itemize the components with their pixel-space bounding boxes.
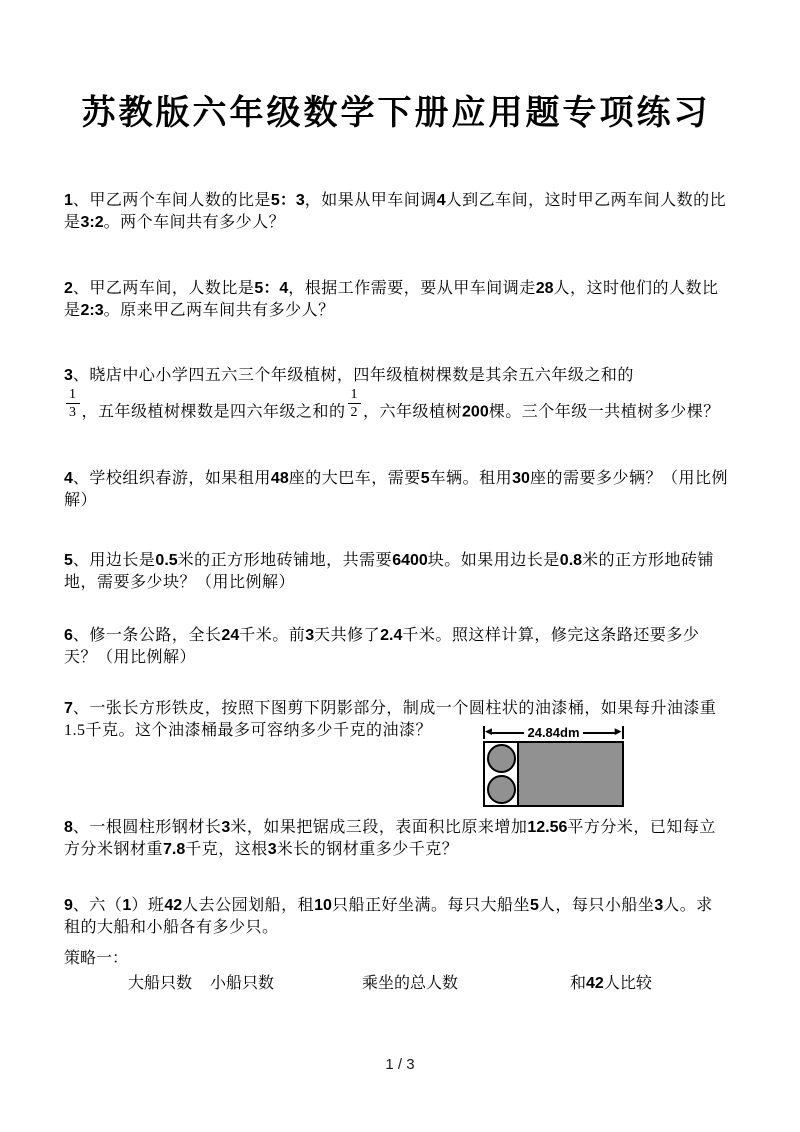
bold-number: 5	[529, 897, 539, 915]
page-number: 1 / 3	[385, 1056, 415, 1073]
question-6: 6、修一条公路，全长24千米。前3天共修了2.4千米。照这样计算，修完这条路还要多少天？（用比例解）	[64, 627, 700, 667]
question-2: 2、甲乙两车间，人数比是5：4，根据工作需要，要从甲车间调走28人，这时他们的人数比是2:3。原来甲乙两车间共有多少人？	[64, 280, 719, 319]
bold-number: 8	[64, 819, 73, 837]
bold-number: 4	[64, 470, 73, 488]
question-7-block	[64, 698, 728, 810]
bold-number: 3:2	[80, 214, 104, 231]
top-circle	[487, 744, 516, 773]
dimension-line-right	[583, 732, 615, 734]
bold-number: 6400	[392, 552, 428, 570]
question-8: 8、一根圆柱形钢材长3米，如果把锯成三段，表面积比原来增加12.56平方分米，已知每立方分米钢材重7.8千克，这根3米长的钢材重多少千克？	[64, 819, 716, 859]
bottom-circle	[487, 775, 516, 804]
circles-column	[485, 743, 519, 805]
figure-dimension-line	[483, 726, 624, 739]
question-7: 7、一张长方形铁皮，按照下图剪下阴影部分，制成一个圆柱状的油漆桶，如果每升油漆重1.5千克。这个油漆桶最多可容纳多少千克的油漆？	[64, 700, 717, 740]
bold-number: 10	[314, 897, 332, 915]
bold-number: 30	[512, 470, 530, 488]
paint-tin-figure	[483, 726, 624, 807]
strategy-column-big-boats: 大船只数	[128, 975, 193, 993]
question-3: 3、晓店中心小学四五六三个年级植树，四年级植树棵数是其余五六年级之和的 $\frac{1}{3}$ ，五年级植树棵数是四六年级之和的 $\frac{1}{2}$ ，六年级植树200棵。三个年级一共植树多少棵？	[64, 367, 720, 421]
bold-number: 5：3	[270, 192, 305, 209]
bold-number: 2.4	[380, 627, 403, 645]
bold-number: 5	[420, 470, 430, 488]
bold-number: 0.5	[155, 552, 178, 570]
question-4: 4、学校组织春游，如果租用48座的大巴车，需要5车辆。租用30座的需要多少辆？（用比例解）	[64, 470, 728, 510]
bold-number: 2	[64, 280, 73, 297]
bold-number: 2:3	[80, 302, 104, 319]
bold-number: 3	[305, 627, 315, 645]
bold-number: 42	[164, 897, 183, 915]
bold-number: 12.56	[527, 819, 568, 837]
bold-number: 9	[64, 897, 73, 915]
bold-number: 3	[654, 897, 664, 915]
sheet-metal-rectangle	[483, 741, 624, 807]
shaded-region	[519, 743, 622, 805]
bold-number: 3	[221, 819, 231, 837]
bold-number: 200	[462, 403, 489, 421]
bold-number: 3	[64, 367, 73, 384]
bold-number: 5：4	[254, 280, 289, 297]
bold-number: 3	[267, 841, 277, 859]
question-5: 5、用边长是0.5米的正方形地砖铺地，共需要6400块。如果用边长是0.8米的正方形地砖铺地，需要多少块？（用比例解）	[64, 552, 715, 592]
page-title: 苏教版六年级数学下册应用题专项练习	[81, 95, 711, 132]
strategy-column-small-boats: 小船只数	[210, 975, 275, 993]
bold-number: 4	[436, 192, 446, 209]
dimension-line-left	[492, 732, 524, 734]
strategy-one-label: 策略一：	[64, 950, 129, 968]
bold-number: 0.8	[559, 552, 583, 570]
bold-number: 42	[586, 975, 604, 993]
bold-number: 1	[64, 192, 73, 209]
bold-number: 5	[64, 552, 73, 570]
question-9: 9、六（1）班42人去公园划船，租10只船正好坐满。每只大船坐5人，每只小船坐3人。求租的大船和小船各有多少只。	[64, 897, 713, 937]
strategy-column-compare-42: 和42人比较	[570, 975, 652, 993]
worksheet-page	[64, 0, 728, 995]
bold-number: 7.8	[163, 841, 186, 859]
bold-number: 24	[221, 627, 240, 645]
bold-number: 6	[64, 627, 73, 645]
strategy-column-total-people: 乘坐的总人数	[362, 975, 459, 993]
arrow-right-icon: ▶	[614, 727, 623, 738]
question-1: 1、甲乙两个车间人数的比是5：3，如果从甲车间调4人到乙车间，这时甲乙两车间人数的比是3:2。两个车间共有多少人？	[64, 192, 727, 231]
fraction: $\frac{1}{3}$	[66, 387, 80, 421]
bold-number: 28	[535, 280, 554, 297]
strategy-table-header-row	[64, 973, 728, 995]
bold-number: 7	[64, 700, 73, 718]
bold-number: 48	[270, 470, 289, 488]
bold-number: 1	[122, 897, 132, 915]
arrow-left-icon: ◀	[485, 727, 493, 738]
dimension-label: 24.84dm	[527, 724, 580, 740]
fraction: $\frac{1}{2}$	[348, 387, 362, 421]
